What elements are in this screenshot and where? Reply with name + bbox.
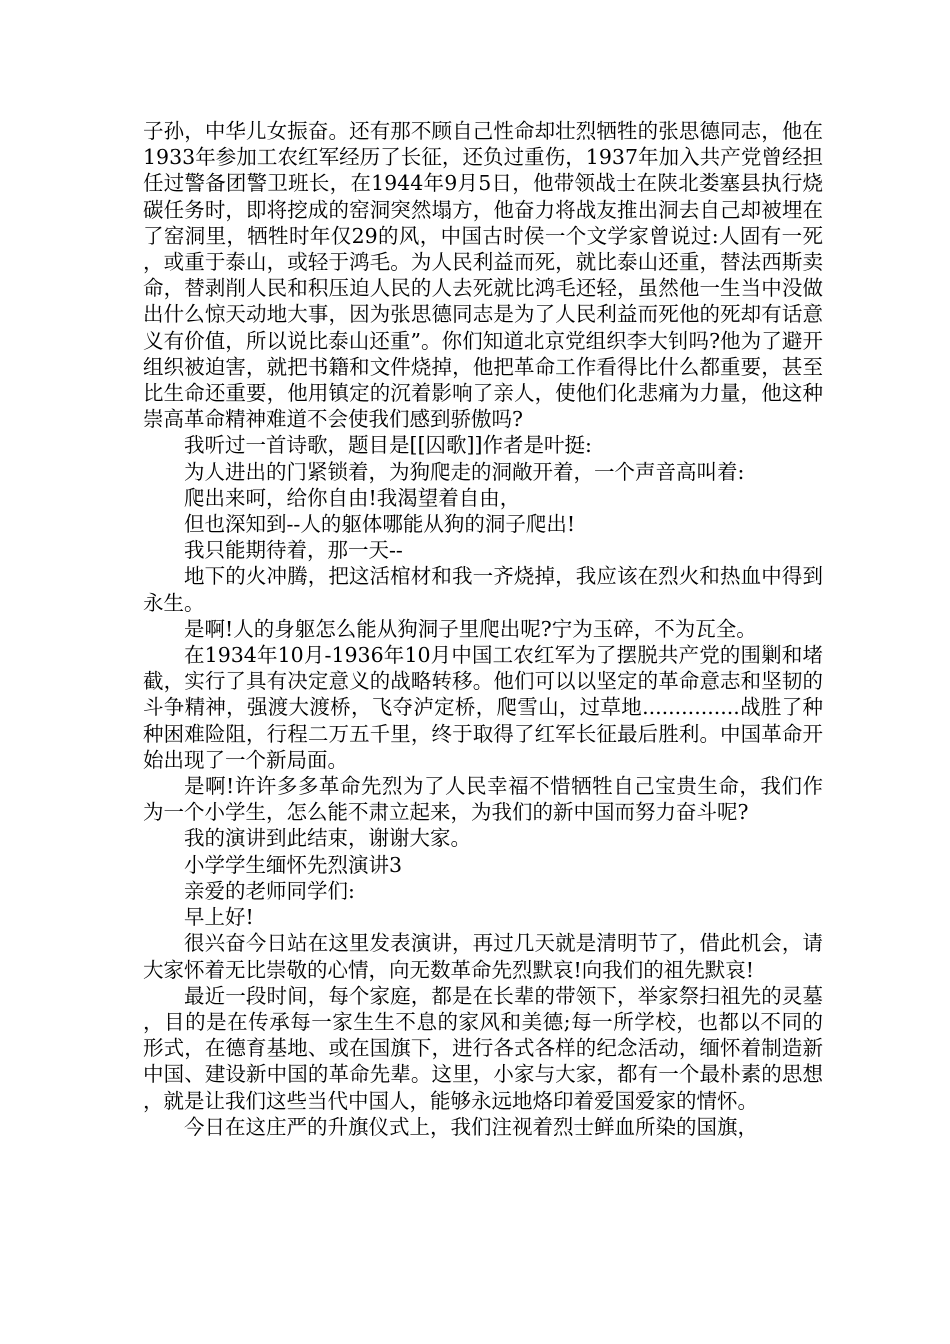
- paragraph-zhang-side: 子孙，中华儿女振奋。还有那不顾自己性命却壮烈牺牲的张思德同志，他在1933年参加工农红军经历了长征，还负过重伤，1937年加入共产党曾经担任过警备团警卫班长，在1944年9月5日，他带领战士在陕北娄塞县执行烧碳任务时，即将挖成的窑洞突然塌方，他奋力将战友推出洞去自己却被埋在了窑洞里，牺牲时年仅29的风，中国古时侯一个文学家曾说过:人固有一死，或重于泰山，或轻于鸿毛。为人民利益而死，就比泰山还重，替法西斯卖命，替剥削人民和积压迫人民的人去死就比鸿毛还轻，虽然他一生当中没做出什么惊天动地大事，因为张思德同志是为了人民利益而死他的死却有话意义有价值，所以说比泰山还重”。你们知道北京党组织李大钊吗?他为了避开组织被迫害，就把书籍和文件烧掉，他把革命工作看得比什么都重要，甚至比生命还重要，他用镇定的沉着影响了亲人，使他们化悲痛为力量，他这种崇高革命精神难道不会使我们感到骄傲吗?: [143, 119, 823, 432]
- poem-line-4: 我只能期待着，那一天--: [184, 538, 403, 563]
- paragraph-call-to-action: 是啊!许许多多革命先烈为了人民幸福不惜牺牲自己宝贵生命，我们作为一个小学生，怎么能不肃立起来，为我们的新中国而努力奋斗呢?: [143, 774, 823, 825]
- greeting: 早上好!: [184, 905, 254, 930]
- paragraph-qingming: 很兴奋今日站在这里发表演讲，再过几天就是清明节了，借此机会，请大家怀着无比崇敬的心情，向无数革命先烈默哀!向我们的祖先默哀!: [143, 931, 823, 982]
- paragraph-closing: 我的演讲到此结束，谢谢大家。: [184, 826, 471, 851]
- paragraph-family-school: 最近一段时间，每个家庭，都是在长辈的带领下，举家祭扫祖先的灵墓，目的是在传承每一家生生不息的家风和美德;每一所学校，也都以不同的形式，在德育基地、或在国旗下，进行各式各样的纪念活动，缅怀着制造新中国、建设新中国的革命先辈。这里，小家与大家，都有一个最朴素的思想，就是让我们这些当代中国人，能够永远地烙印着爱国爱家的情怀。: [143, 983, 823, 1113]
- paragraph-flag-ceremony: 今日在这庄严的升旗仪式上，我们注视着烈士鲜血所染的国旗，: [184, 1114, 758, 1139]
- document-page: [143, 118, 823, 1140]
- poem-line-1: 为人进出的门紧锁着，为狗爬走的洞敞开着，一个声音高叫着:: [184, 459, 745, 484]
- poem-line-5: 地下的火冲腾，把这活棺材和我一齐烧掉，我应该在烈火和热血中得到永生。: [143, 564, 823, 615]
- poem-line-3: 但也深知到--人的躯体哪能从狗的洞子爬出!: [184, 512, 576, 537]
- paragraph-reflection: 是啊!人的身躯怎么能从狗洞子里爬出呢?宁为玉碎，不为瓦全。: [184, 616, 757, 641]
- salutation: 亲爱的老师同学们:: [184, 878, 355, 903]
- poem-line-2: 爬出来呵，给你自由!我渴望着自由，: [184, 485, 521, 510]
- paragraph-long-march: 在1934年10月-1936年10月中国工农红军为了摆脱共产党的围剿和堵截，实行了具有决定意义的战略转移。他们可以以坚定的革命意志和坚韧的斗争精神，强渡大渡桥，飞夺泸定桥，爬雪山，过草地...............战胜了种种困难险阻，行程二万五千里，终于取得了红军长征最后胜利。中国革命开始出现了一个新局面。: [143, 643, 823, 772]
- section-heading: 小学学生缅怀先烈演讲3: [184, 852, 403, 877]
- paragraph-poem-intro: 我听过一首诗歌，题目是[[囚歌]]作者是叶挺:: [184, 433, 592, 458]
